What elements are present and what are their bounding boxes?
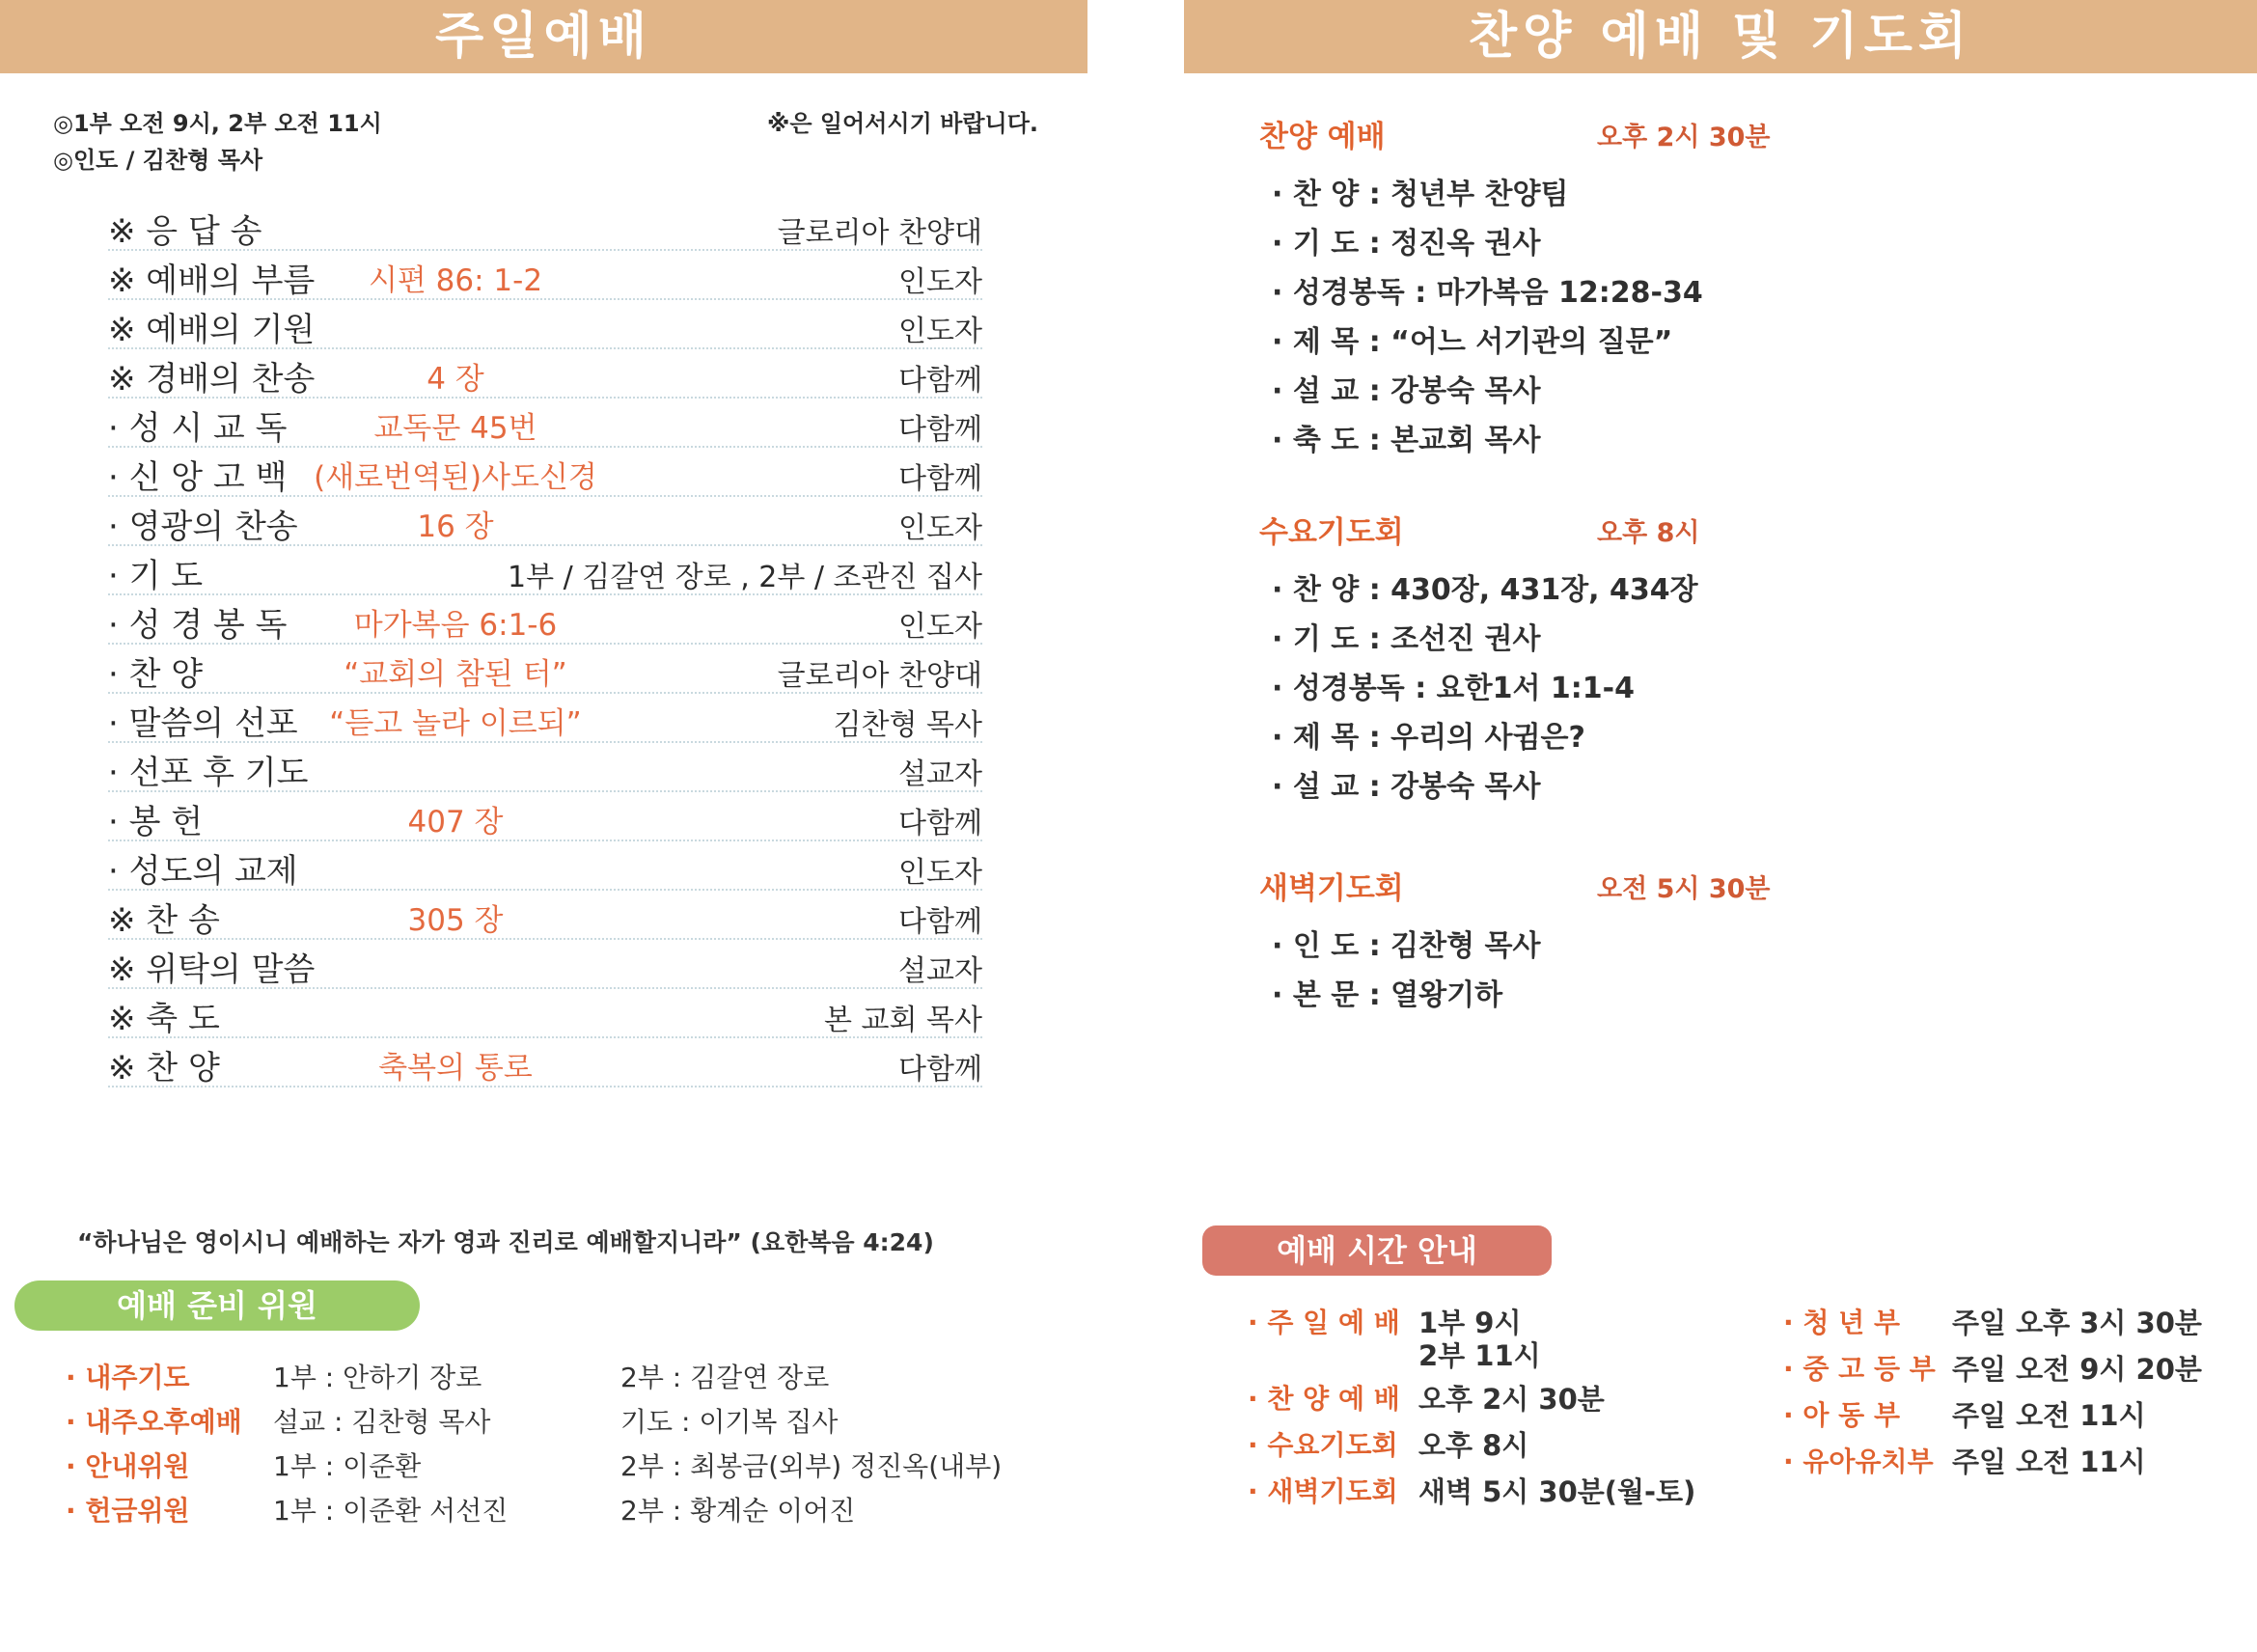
order-detail: 407 장 xyxy=(407,805,504,840)
committee-first-service: 설교 : 김찬형 목사 xyxy=(273,1406,491,1438)
section-title: 새벽기도회 xyxy=(1259,871,1404,906)
section-item: · 본 문 : 열왕기하 xyxy=(1272,978,1503,1012)
order-presenter: 인도자 xyxy=(898,610,982,644)
order-row xyxy=(108,250,982,300)
standing-note: ※은 일어서시기 바랍니다. xyxy=(767,110,1038,137)
order-detail: 교독문 45번 xyxy=(373,411,537,446)
order-row xyxy=(108,348,982,399)
section-item: · 기 도 : 정진옥 권사 xyxy=(1272,227,1541,261)
committee-label: · 안내위원 xyxy=(66,1450,190,1482)
order-presenter: 글로리아 찬양대 xyxy=(777,216,982,250)
order-label: · 말씀의 선포 xyxy=(108,704,298,743)
committee-second-service: 2부 : 최봉금(외부) 정진옥(내부) xyxy=(620,1450,1003,1482)
schedule-time: 오후 2시 30분 xyxy=(1418,1383,1605,1416)
order-detail: 축복의 통로 xyxy=(378,1051,533,1086)
order-label: ※ 축 도 xyxy=(108,1000,220,1038)
order-row xyxy=(108,644,982,694)
section-item: · 인 도 : 김찬형 목사 xyxy=(1272,929,1541,963)
order-row xyxy=(108,594,982,645)
section-item: · 설 교 : 강봉숙 목사 xyxy=(1272,374,1541,408)
sunday-service-banner: 주일예배 xyxy=(0,0,1087,73)
section-time: 오전 5시 30분 xyxy=(1597,874,1771,904)
department-time: 주일 오전 11시 xyxy=(1952,1399,2146,1432)
committee-first-service: 1부 : 안하기 장로 xyxy=(273,1362,482,1393)
order-row xyxy=(108,398,982,448)
order-presenter: 인도자 xyxy=(898,856,982,890)
schedule-time: 1부 9시 xyxy=(1418,1307,1522,1339)
order-presenter: 1부 / 김갈연 장로 , 2부 / 조관진 집사 xyxy=(508,561,982,594)
order-detail: “듣고 놀라 이르되” xyxy=(329,706,582,741)
order-label: ※ 응 답 송 xyxy=(108,212,262,251)
department-label: · 유아유치부 xyxy=(1783,1446,1934,1477)
order-presenter: 다함께 xyxy=(898,413,982,447)
order-label: ※ 예배의 기원 xyxy=(108,311,316,349)
order-presenter: 다함께 xyxy=(898,364,982,398)
schedule-time: 새벽 5시 30분(월-토) xyxy=(1418,1475,1696,1508)
order-detail: 16 장 xyxy=(417,509,494,544)
order-presenter: 본 교회 목사 xyxy=(824,1004,982,1037)
committee-second-service: 기도 : 이기복 집사 xyxy=(620,1406,839,1438)
order-label: · 봉 헌 xyxy=(108,803,204,841)
committee-title-pill: 예배 준비 위원 xyxy=(14,1280,420,1331)
section-item: · 찬 양 : 430장, 431장, 434장 xyxy=(1272,573,1698,607)
praise-prayer-banner: 찬양 예배 및 기도회 xyxy=(1184,0,2257,73)
order-detail: (새로번역된)사도신경 xyxy=(314,460,597,495)
order-row xyxy=(108,496,982,546)
order-presenter: 인도자 xyxy=(898,511,982,545)
order-row xyxy=(108,890,982,940)
schedule-label: · 찬 양 예 배 xyxy=(1248,1383,1400,1415)
committee-label: · 내주기도 xyxy=(66,1362,190,1393)
order-label: · 영광의 찬송 xyxy=(108,508,298,546)
section-item: · 기 도 : 조선진 권사 xyxy=(1272,622,1541,656)
order-row xyxy=(108,791,982,841)
order-label: ※ 찬 양 xyxy=(108,1049,220,1088)
order-row xyxy=(108,939,982,989)
leader-info: ◎인도 / 김찬형 목사 xyxy=(53,147,263,174)
department-time: 주일 오전 9시 20분 xyxy=(1952,1353,2202,1386)
schedule-label: · 주 일 예 배 xyxy=(1248,1307,1400,1338)
order-row xyxy=(108,693,982,743)
schedule-label: · 수요기도회 xyxy=(1248,1429,1398,1461)
order-row xyxy=(108,742,982,792)
committee-second-service: 2부 : 김갈연 장로 xyxy=(620,1362,830,1393)
order-label: · 기 도 xyxy=(108,557,204,595)
committee-second-service: 2부 : 황계순 이어진 xyxy=(620,1495,856,1527)
department-label: · 청 년 부 xyxy=(1783,1307,1901,1338)
order-row xyxy=(108,840,982,891)
order-presenter: 인도자 xyxy=(898,265,982,299)
order-presenter: 글로리아 찬양대 xyxy=(777,659,982,693)
order-label: ※ 찬 송 xyxy=(108,901,220,940)
section-time: 오후 8시 xyxy=(1597,518,1700,548)
schedule-time: 오후 8시 xyxy=(1418,1429,1529,1462)
schedule-label: · 새벽기도회 xyxy=(1248,1475,1398,1507)
department-time: 주일 오후 3시 30분 xyxy=(1952,1307,2202,1339)
order-presenter: 김찬형 목사 xyxy=(833,708,982,742)
order-row xyxy=(108,201,982,251)
section-title: 찬양 예배 xyxy=(1259,120,1386,154)
order-label: ※ 경배의 찬송 xyxy=(108,360,316,399)
order-detail: 4 장 xyxy=(427,362,484,397)
section-item: · 제 목 : “어느 서기관의 질문” xyxy=(1272,325,1673,359)
order-detail: 마가복음 6:1-6 xyxy=(353,608,558,643)
service-times-info: ◎1부 오전 9시, 2부 오전 11시 xyxy=(53,110,382,137)
order-detail: 305 장 xyxy=(407,903,504,938)
order-presenter: 다함께 xyxy=(898,905,982,939)
order-row xyxy=(108,988,982,1038)
order-label: · 신 앙 고 백 xyxy=(108,458,288,497)
order-presenter: 인도자 xyxy=(898,315,982,348)
department-time: 주일 오전 11시 xyxy=(1952,1446,2146,1478)
committee-first-service: 1부 : 이준환 서선진 xyxy=(273,1495,509,1527)
section-item: · 축 도 : 본교회 목사 xyxy=(1272,424,1541,457)
section-time: 오후 2시 30분 xyxy=(1597,123,1771,152)
order-label: · 성 경 봉 독 xyxy=(108,606,288,645)
schedule-time: 2부 11시 xyxy=(1418,1339,1541,1372)
order-label: · 선포 후 기도 xyxy=(108,754,309,792)
order-detail: “교회의 참된 터” xyxy=(344,657,567,692)
order-presenter: 다함께 xyxy=(898,807,982,840)
section-item: · 성경봉독 : 요한1서 1:1-4 xyxy=(1272,672,1635,705)
order-detail: 시편 86: 1-2 xyxy=(368,263,543,298)
section-item: · 설 교 : 강봉숙 목사 xyxy=(1272,770,1541,804)
schedule-title-pill: 예배 시간 안내 xyxy=(1202,1225,1552,1276)
order-row xyxy=(108,545,982,595)
order-label: · 성도의 교제 xyxy=(108,852,298,891)
section-item: · 성경봉독 : 마가복음 12:28-34 xyxy=(1272,276,1703,310)
order-row xyxy=(108,447,982,497)
committee-label: · 내주오후예배 xyxy=(66,1406,242,1438)
committee-first-service: 1부 : 이준환 xyxy=(273,1450,422,1482)
order-label: · 성 시 교 독 xyxy=(108,409,288,448)
order-label: ※ 예배의 부름 xyxy=(108,262,316,300)
section-item: · 제 목 : 우리의 사귐은? xyxy=(1272,721,1585,755)
committee-label: · 헌금위원 xyxy=(66,1495,190,1527)
order-presenter: 다함께 xyxy=(898,462,982,496)
order-presenter: 설교자 xyxy=(898,954,982,988)
order-row xyxy=(108,1037,982,1088)
order-presenter: 다함께 xyxy=(898,1053,982,1087)
department-label: · 아 동 부 xyxy=(1783,1399,1901,1431)
order-label: ※ 위탁의 말씀 xyxy=(108,950,316,989)
order-presenter: 설교자 xyxy=(898,757,982,791)
department-label: · 중 고 등 부 xyxy=(1783,1353,1936,1385)
order-label: · 찬 양 xyxy=(108,655,204,694)
section-title: 수요기도회 xyxy=(1259,515,1404,550)
section-item: · 찬 양 : 청년부 찬양팀 xyxy=(1272,178,1569,211)
order-row xyxy=(108,299,982,349)
scripture-quote: “하나님은 영이시니 예배하는 자가 영과 진리로 예배할지니라” (요한복음 4:24) xyxy=(77,1228,934,1256)
